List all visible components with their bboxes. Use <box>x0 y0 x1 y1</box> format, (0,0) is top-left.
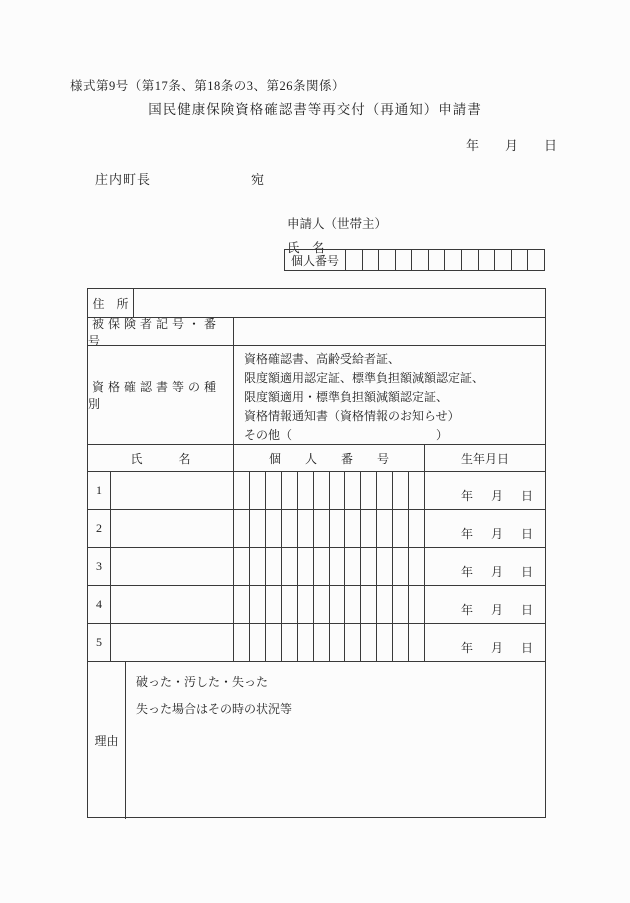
reason-row <box>88 661 545 819</box>
digit-cell <box>360 472 376 509</box>
member-row <box>88 509 545 547</box>
certificate-type-line: 限度額適用・標準負担額減額認定証、 <box>244 390 449 404</box>
digit-cell <box>344 624 360 661</box>
insured-symbol-label: 被保険者記号・番号 <box>88 318 234 345</box>
member-row <box>88 623 545 661</box>
digit-cell <box>281 624 297 661</box>
digit-cell <box>281 510 297 547</box>
member-name-cell <box>111 548 234 585</box>
member-name-cell <box>111 472 234 509</box>
address-label: 住 所 <box>88 289 134 317</box>
digit-cell <box>376 548 392 585</box>
digit-cell <box>297 510 313 547</box>
member-row-number: 2 <box>88 510 111 547</box>
member-birthdate-cell: 年 月 日 <box>460 565 536 579</box>
insured-symbol-row <box>88 316 545 348</box>
member-row-number: 3 <box>88 548 111 585</box>
digit-cell <box>511 250 528 270</box>
personal-number-box <box>284 249 545 271</box>
digit-cell <box>297 586 313 623</box>
digit-cell <box>392 548 408 585</box>
digit-cell <box>234 586 249 623</box>
digit-cell <box>344 586 360 623</box>
digit-cell <box>392 510 408 547</box>
member-row-number: 4 <box>88 586 111 623</box>
digit-cell <box>344 510 360 547</box>
digit-cell <box>249 472 265 509</box>
digit-cell <box>313 548 329 585</box>
digit-cell <box>376 624 392 661</box>
digit-cell <box>478 250 495 270</box>
digit-cell <box>376 510 392 547</box>
address-row <box>88 289 545 317</box>
digit-cell <box>411 250 428 270</box>
digit-cell <box>265 586 281 623</box>
digit-cell <box>281 472 297 509</box>
digit-cell <box>249 624 265 661</box>
insured-symbol-value-cell <box>234 318 545 345</box>
digit-cell <box>344 472 360 509</box>
header-name: 氏 名 <box>88 445 234 471</box>
personal-number-label: 個人番号 <box>285 250 346 270</box>
page-title: 国民健康保険資格確認書等再交付（再通知）申請書 <box>148 102 482 117</box>
digit-cell <box>360 548 376 585</box>
certificate-type-row <box>88 345 545 444</box>
digit-cell <box>249 548 265 585</box>
digit-cell <box>392 472 408 509</box>
digit-cell <box>392 586 408 623</box>
digit-cell <box>281 586 297 623</box>
digit-cell <box>408 624 424 661</box>
member-personal-number-cells <box>234 510 425 547</box>
form-number-line: 様式第9号（第17条、第18条の3、第26条関係） <box>70 79 346 93</box>
header-personal-number: 個 人 番 号 <box>234 445 425 471</box>
header-birthdate: 生年月日 <box>460 451 509 466</box>
digit-cell <box>329 548 345 585</box>
digit-cell <box>344 548 360 585</box>
reason-line: 破った・汚した・失った <box>136 675 269 689</box>
digit-cell <box>249 510 265 547</box>
digit-cell <box>408 510 424 547</box>
applicant-label: 申請人（世帯主） <box>287 217 388 231</box>
digit-cell <box>527 250 544 270</box>
digit-cell <box>297 548 313 585</box>
digit-cell <box>378 250 395 270</box>
digit-cell <box>362 250 379 270</box>
member-table-header <box>88 444 545 471</box>
member-name-cell <box>111 586 234 623</box>
member-personal-number-cells <box>234 624 425 661</box>
digit-cell <box>329 586 345 623</box>
main-form-table <box>87 288 546 818</box>
digit-cell <box>329 510 345 547</box>
addressee-suffix: 宛 <box>251 172 265 187</box>
applicant-name-label: 氏 名 <box>287 241 325 255</box>
certificate-type-line: その他（ ） <box>244 428 449 442</box>
digit-cell <box>408 586 424 623</box>
digit-cell <box>395 250 412 270</box>
member-name-cell <box>111 624 234 661</box>
member-birthdate-cell: 年 月 日 <box>460 489 536 503</box>
personal-number-digit-cells <box>346 250 544 270</box>
certificate-type-line: 資格確認書、高齢受給者証、 <box>244 352 401 366</box>
digit-cell <box>234 548 249 585</box>
digit-cell <box>234 472 249 509</box>
digit-cell <box>265 472 281 509</box>
digit-cell <box>360 510 376 547</box>
member-row-number: 5 <box>88 624 111 661</box>
digit-cell <box>265 510 281 547</box>
digit-cell <box>329 472 345 509</box>
member-personal-number-cells <box>234 472 425 509</box>
certificate-type-label: 資格確認書等の種別 <box>88 346 234 444</box>
digit-cell <box>297 472 313 509</box>
digit-cell <box>234 510 249 547</box>
reason-line: 失った場合はその時の状況等 <box>136 702 293 716</box>
member-row <box>88 471 545 509</box>
certificate-type-line: 限度額適用認定証、標準負担額減額認定証、 <box>244 371 485 385</box>
digit-cell <box>408 548 424 585</box>
digit-cell <box>461 250 478 270</box>
digit-cell <box>313 624 329 661</box>
reason-label: 理由 <box>88 662 126 819</box>
digit-cell <box>313 472 329 509</box>
digit-cell <box>265 548 281 585</box>
digit-cell <box>313 510 329 547</box>
date-line: 年 月 日 <box>465 138 557 153</box>
reason-content <box>126 662 545 819</box>
certificate-type-line: 資格情報通知書（資格情報のお知らせ） <box>244 409 460 423</box>
digit-cell <box>392 624 408 661</box>
member-row <box>88 585 545 623</box>
member-birthdate-cell: 年 月 日 <box>460 641 536 655</box>
digit-cell <box>360 624 376 661</box>
member-name-cell <box>111 510 234 547</box>
digit-cell <box>428 250 445 270</box>
member-birthdate-cell: 年 月 日 <box>460 603 536 617</box>
digit-cell <box>313 586 329 623</box>
digit-cell <box>444 250 461 270</box>
digit-cell <box>408 472 424 509</box>
digit-cell <box>346 250 362 270</box>
member-row-number: 1 <box>88 472 111 509</box>
certificate-type-options <box>234 346 545 444</box>
digit-cell <box>281 548 297 585</box>
digit-cell <box>376 586 392 623</box>
addressee-name: 庄内町長 <box>95 172 152 187</box>
digit-cell <box>265 624 281 661</box>
digit-cell <box>360 586 376 623</box>
member-birthdate-cell: 年 月 日 <box>460 527 536 541</box>
digit-cell <box>329 624 345 661</box>
digit-cell <box>249 586 265 623</box>
address-value-cell <box>134 289 545 317</box>
digit-cell <box>376 472 392 509</box>
member-row <box>88 547 545 585</box>
digit-cell <box>234 624 249 661</box>
digit-cell <box>297 624 313 661</box>
member-personal-number-cells <box>234 548 425 585</box>
digit-cell <box>494 250 511 270</box>
member-personal-number-cells <box>234 586 425 623</box>
